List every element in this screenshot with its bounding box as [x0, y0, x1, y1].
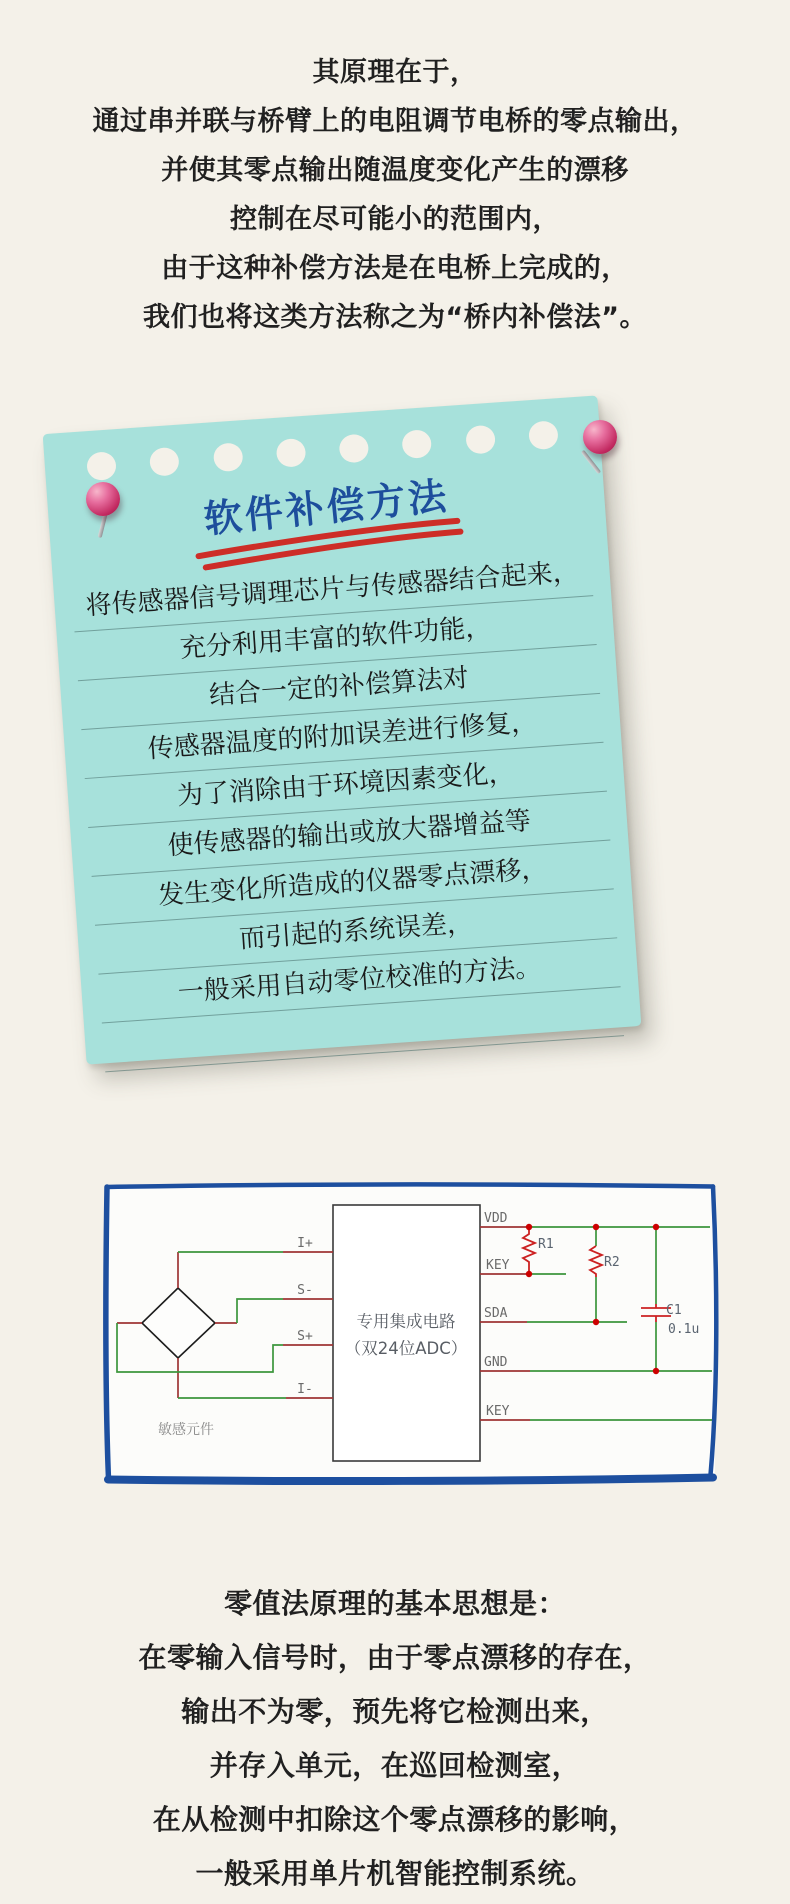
pin-label: SDA [484, 1306, 508, 1321]
note-line: 而引起的系统误差， [95, 889, 617, 974]
intro-line: 通过串并联与桥臂上的电阻调节电桥的零点输出， [92, 106, 698, 137]
sensor-label: 敏感元件 [158, 1422, 214, 1438]
punch-hole [275, 438, 306, 468]
intro-line: 控制在尽可能小的范围内， [230, 204, 560, 235]
pin-label: VDD [484, 1211, 508, 1226]
outro-paragraph [0, 1577, 790, 1901]
ic-box [333, 1205, 480, 1461]
punch-hole [528, 420, 559, 450]
circuit-svg [100, 1180, 720, 1495]
intro-line: 并使其零点输出随温度变化产生的漂移 [161, 155, 629, 186]
note-line: 为了消除由于环境因素变化， [85, 743, 607, 828]
note-line: 一般采用自动零位校准的方法。 [98, 938, 620, 1023]
note-body [71, 547, 624, 1072]
outro-line: 在零输入信号时，由于零点漂移的存在， [138, 1641, 652, 1674]
ic-label: （双24位ADC） [344, 1339, 468, 1358]
pin-label: I- [297, 1382, 313, 1397]
intro-paragraph [0, 48, 790, 342]
pin-label: I+ [297, 1236, 313, 1251]
pushpin-icon [86, 482, 122, 544]
outro-line: 并存入单元，在巡回检测室， [209, 1749, 581, 1782]
outro-line: 输出不为零，预先将它检测出来， [181, 1695, 609, 1728]
component-label: R2 [604, 1255, 620, 1270]
component-label: C1 [666, 1303, 682, 1318]
punch-hole [149, 447, 180, 477]
pushpin-icon [583, 420, 619, 482]
outro-line: 零值法原理的基本思想是： [223, 1587, 566, 1620]
pin-label: S- [297, 1283, 313, 1298]
pin-label: KEY [486, 1258, 510, 1273]
sticky-note [43, 395, 642, 1064]
pin-label: S+ [297, 1329, 313, 1344]
component-label: R1 [538, 1237, 554, 1252]
note-line: 将传感器信号调理芯片与传感器结合起来， [71, 547, 593, 632]
pin-label: GND [484, 1355, 508, 1370]
intro-line: 其原理在于， [312, 57, 478, 88]
note-line: 发生变化所造成的仪器零点漂移， [92, 841, 614, 926]
intro-line: 由于这种补偿方法是在电桥上完成的， [161, 253, 629, 284]
punch-hole [86, 451, 117, 481]
note-line: 使传感器的输出或放大器增益等 [88, 792, 610, 877]
note-line: 结合一定的补偿算法对 [78, 645, 600, 730]
outro-line: 在从检测中扣除这个零点漂移的影响， [152, 1803, 638, 1836]
circuit-diagram [100, 1180, 720, 1495]
punch-hole [465, 425, 496, 455]
pin-label: KEY [486, 1404, 510, 1419]
ic-label: 专用集成电路 [356, 1312, 456, 1331]
outro-line: 一般采用单片机智能控制系统。 [195, 1857, 595, 1890]
punch-hole [402, 429, 433, 459]
component-value: 0.1u [668, 1322, 700, 1337]
note-line: 传感器温度的附加误差进行修复， [81, 694, 603, 779]
pushpin-ball [86, 482, 120, 516]
intro-line: 我们也将这类方法称之为“桥内补偿法”。 [143, 302, 647, 333]
pushpin-ball [583, 420, 617, 454]
note-title: 软件补偿方法 [201, 473, 452, 542]
note-line: 充分利用丰富的软件功能， [75, 596, 597, 681]
punch-hole [339, 433, 370, 463]
punch-hole [212, 442, 243, 472]
